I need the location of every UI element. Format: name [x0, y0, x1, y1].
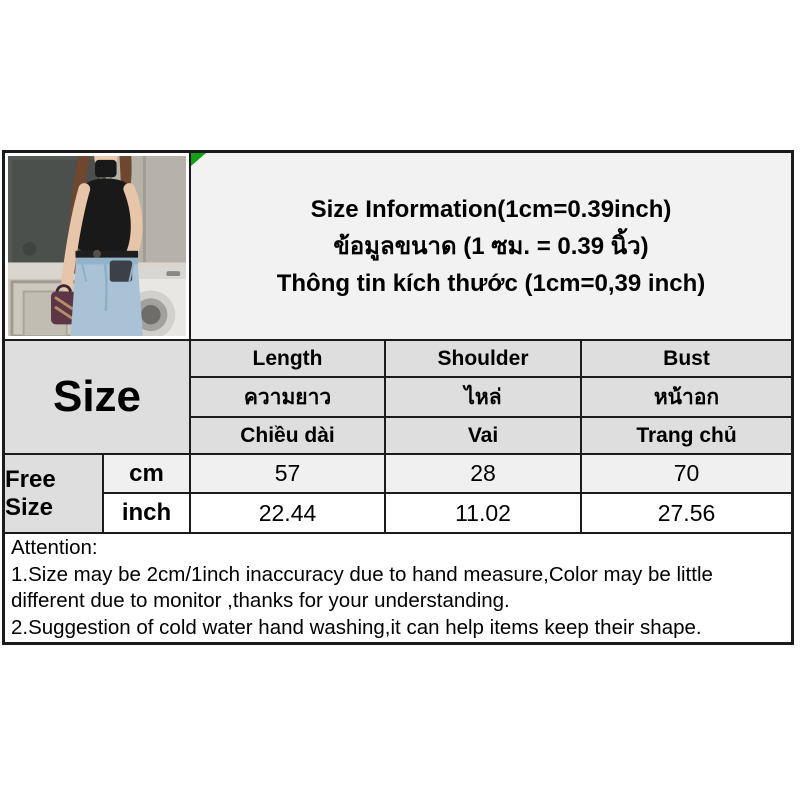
- unit-cell-cm: cm: [104, 455, 189, 492]
- unit-cell-inch: inch: [104, 494, 189, 532]
- attention-line-2: different due to monitor ,thanks for your understanding.: [11, 589, 510, 612]
- size-chart-card: [2, 150, 794, 645]
- value-bust-inch: 27.56: [582, 494, 791, 532]
- attention-line-3: 2.Suggestion of cold water hand washing,it can help items keep their shape.: [11, 615, 702, 639]
- value-shoulder-inch: 11.02: [386, 494, 580, 532]
- value-length-inch: 22.44: [191, 494, 384, 532]
- column-header-bust-en: Bust: [582, 341, 791, 376]
- column-header-length-en: Length: [191, 341, 384, 376]
- column-header-length-vi: Chiều dài: [191, 418, 384, 453]
- value-shoulder-cm: 28: [386, 455, 580, 492]
- value-bust-cm: 70: [582, 455, 791, 492]
- column-header-bust-th: หน้าอก: [582, 378, 791, 416]
- size-header-cell: Size: [5, 341, 189, 453]
- size-chart-grid: [5, 153, 791, 642]
- column-header-shoulder-vi: Vai: [386, 418, 580, 453]
- attention-heading: Attention:: [11, 536, 98, 559]
- title-block: [191, 153, 791, 339]
- title-line-th: ข้อมูลขนาด (1 ซม. = 0.39 นิ้ว): [333, 232, 649, 260]
- column-header-bust-vi: Trang chủ: [582, 418, 791, 453]
- green-corner-marker: [191, 153, 206, 166]
- value-length-cm: 57: [191, 455, 384, 492]
- attention-note: [5, 534, 791, 642]
- title-line-vi: Thông tin kích thước (1cm=0,39 inch): [276, 269, 706, 297]
- product-photo-illustration: [8, 156, 186, 336]
- column-header-shoulder-th: ไหล่: [386, 378, 580, 416]
- attention-line-1: 1.Size may be 2cm/1inch inaccuracy due to hand measure,Color may be little: [11, 562, 713, 586]
- size-label-cell: Free Size: [5, 455, 102, 532]
- column-header-shoulder-en: Shoulder: [386, 341, 580, 376]
- product-photo: [5, 153, 189, 339]
- column-header-length-th: ความยาว: [191, 378, 384, 416]
- title-line-en: Size Information(1cm=0.39inch): [310, 195, 672, 223]
